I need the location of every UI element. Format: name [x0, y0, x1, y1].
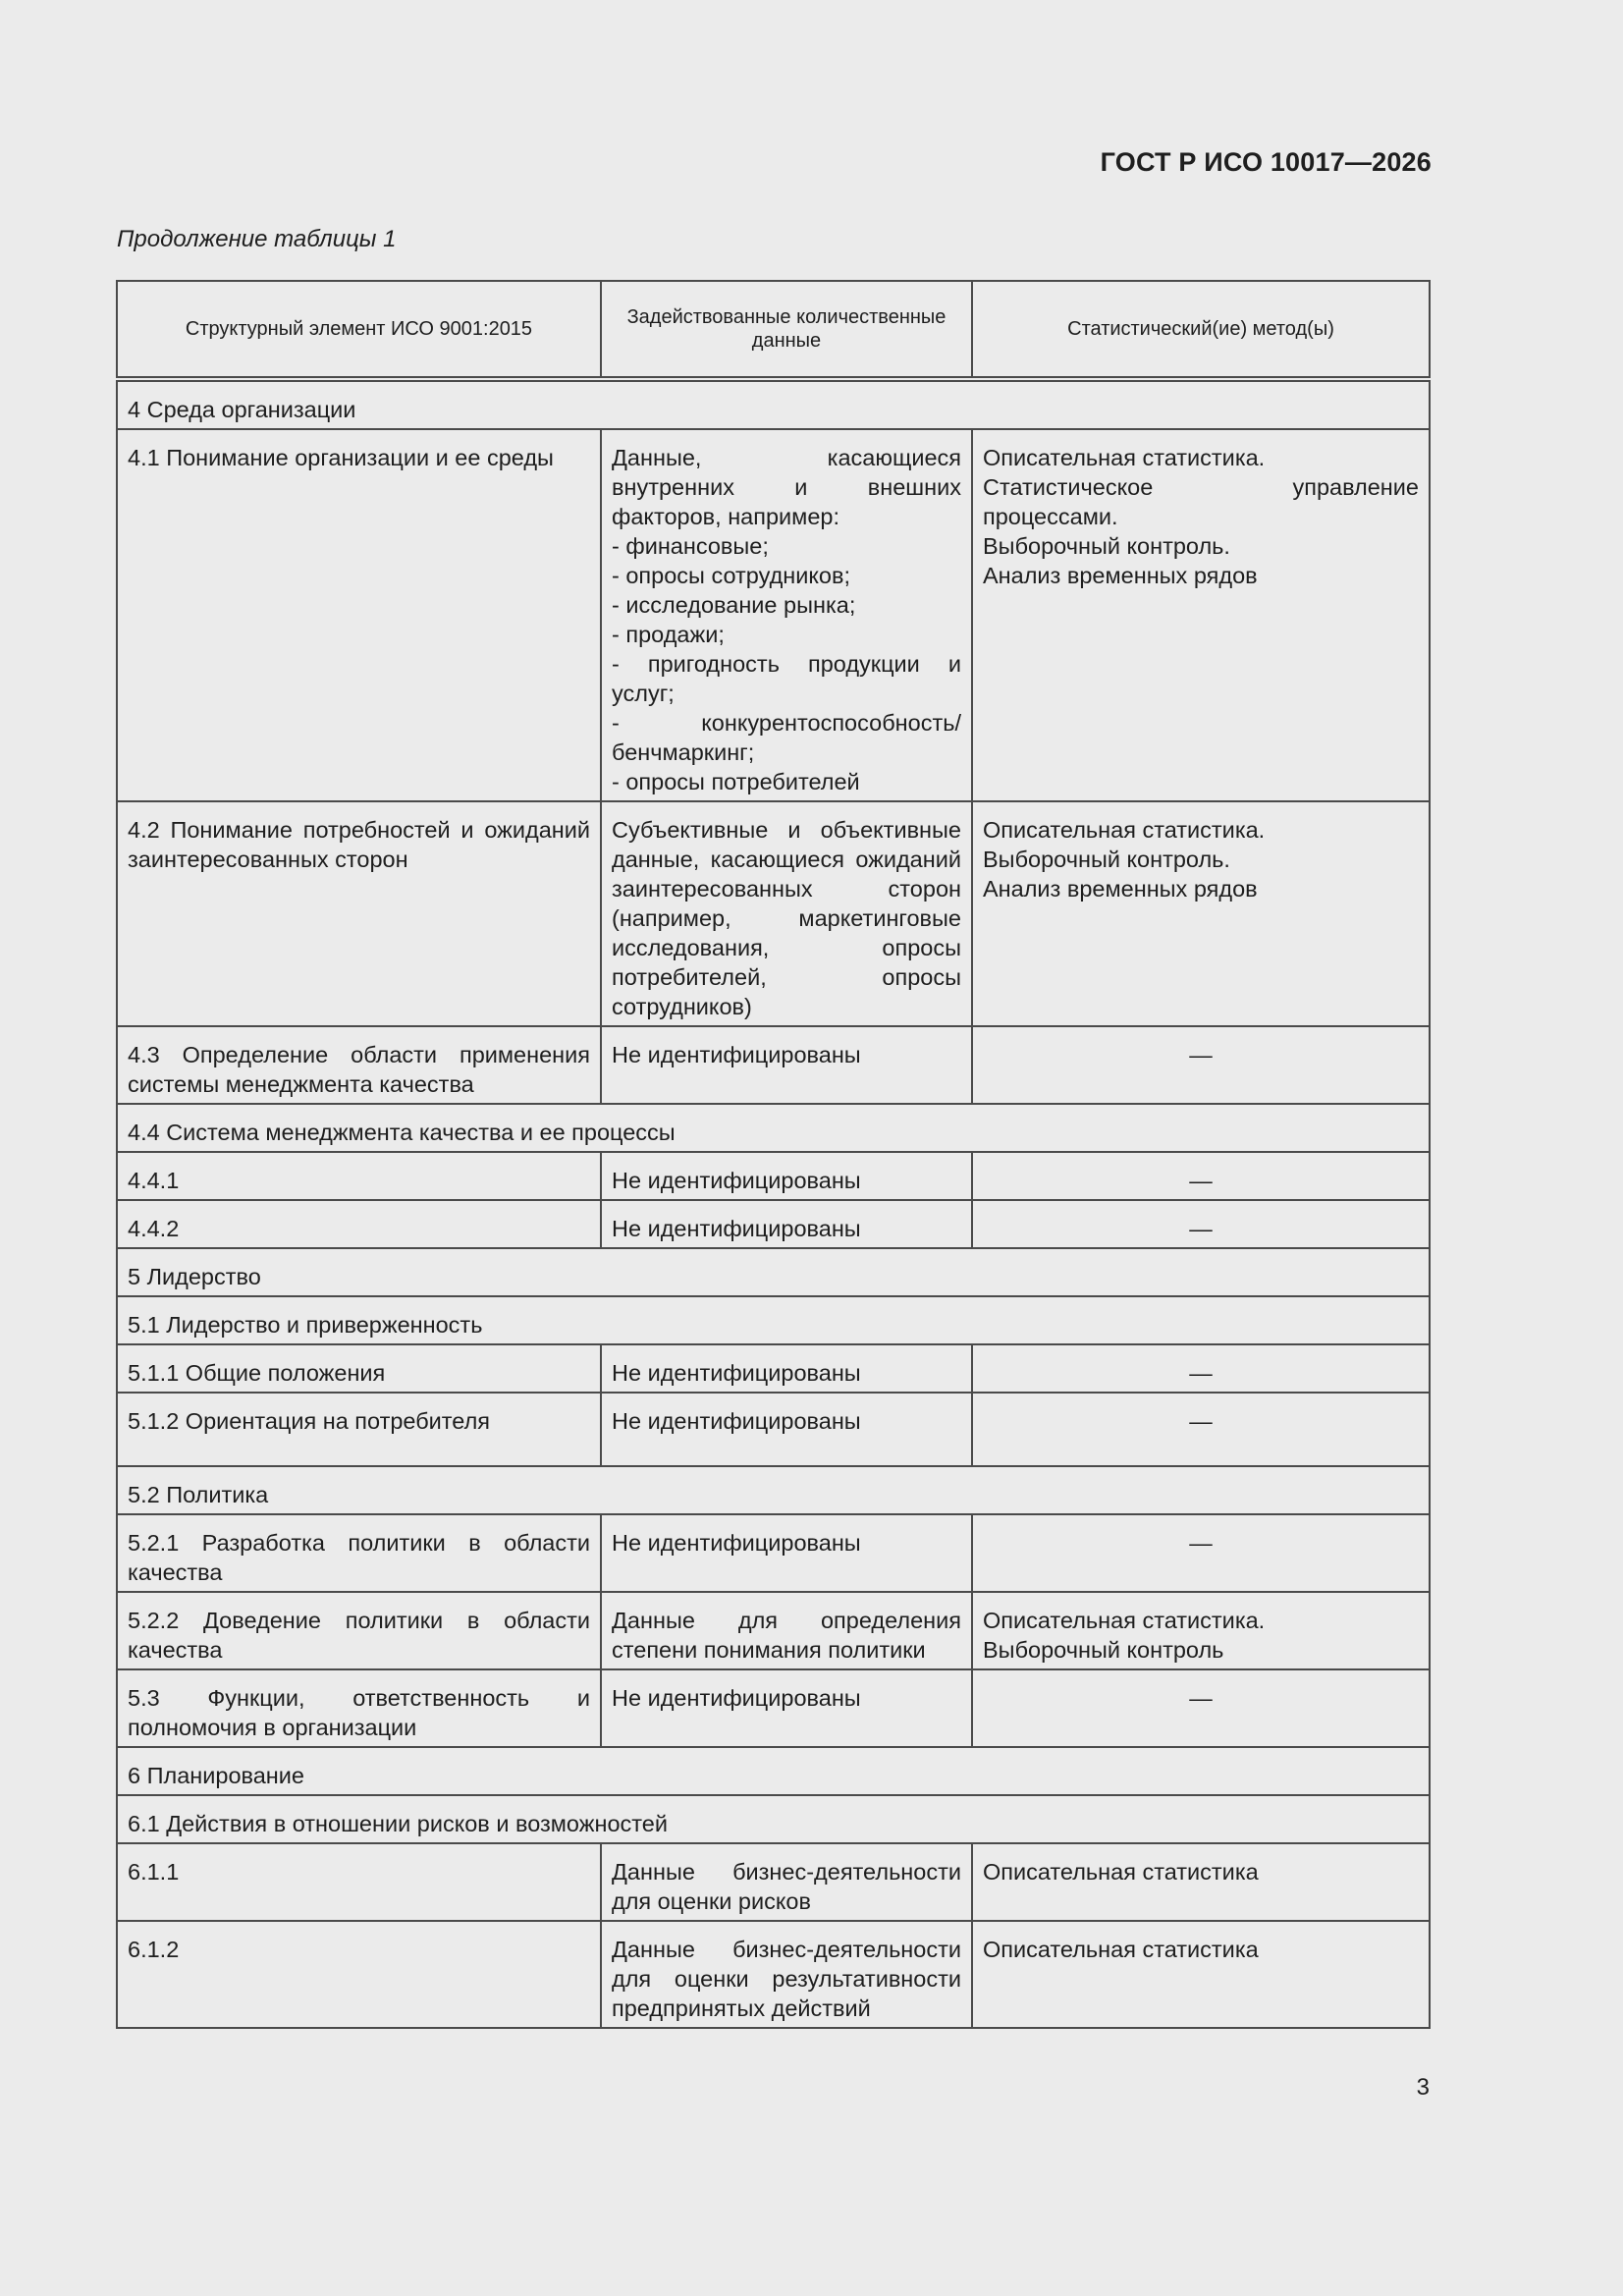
- table-section-row: [117, 1248, 1430, 1296]
- table-row: [117, 429, 1430, 801]
- document-code: ГОСТ Р ИСО 10017—2026: [1100, 147, 1432, 177]
- element-cell: 4.3 Определение области применения системы менеджмента качества: [117, 1026, 601, 1104]
- method-cell: Описательная статистика: [972, 1843, 1430, 1921]
- data-cell: Не идентифицированы: [601, 1200, 972, 1248]
- data-cell: Данные бизнес-деятельности для оценки рисков: [601, 1843, 972, 1921]
- data-cell: Данные бизнес-деятельности для оценки результативности предпринятых действий: [601, 1921, 972, 2028]
- table-row: [117, 1026, 1430, 1104]
- element-cell: 5.2.2 Доведение политики в области качества: [117, 1592, 601, 1669]
- table-row: [117, 1843, 1430, 1921]
- method-cell: Описательная статистика. Статистическое управление процессами. Выборочный контроль. Анализ временных рядов: [972, 429, 1430, 801]
- element-cell: 5.1.2 Ориентация на потребителя: [117, 1393, 601, 1466]
- method-cell: Описательная статистика. Выборочный контроль: [972, 1592, 1430, 1669]
- element-cell: 6.1.2: [117, 1921, 601, 2028]
- section-title: 6.1 Действия в отношении рисков и возможностей: [117, 1795, 1430, 1843]
- method-cell: —: [972, 1514, 1430, 1592]
- table-section-row: [117, 1747, 1430, 1795]
- table-row: [117, 1344, 1430, 1393]
- column-header-methods: Статистический(ие) метод(ы): [972, 281, 1430, 379]
- element-cell: 6.1.1: [117, 1843, 601, 1921]
- column-header-element: Структурный элемент ИСО 9001:2015: [117, 281, 601, 379]
- data-cell: Не идентифицированы: [601, 1514, 972, 1592]
- section-title: 4 Среда организации: [117, 379, 1430, 429]
- method-cell: —: [972, 1344, 1430, 1393]
- table-row: [117, 1514, 1430, 1592]
- method-cell: —: [972, 1152, 1430, 1200]
- element-cell: 4.1 Понимание организации и ее среды: [117, 429, 601, 801]
- data-cell: Не идентифицированы: [601, 1344, 972, 1393]
- element-cell: 4.2 Понимание потребностей и ожиданий заинтересованных сторон: [117, 801, 601, 1026]
- page-number: 3: [1416, 2074, 1430, 2101]
- requirements-table: [116, 280, 1431, 2029]
- method-cell: Описательная статистика. Выборочный контроль. Анализ временных рядов: [972, 801, 1430, 1026]
- method-cell: Описательная статистика: [972, 1921, 1430, 2028]
- data-cell: Не идентифицированы: [601, 1669, 972, 1747]
- data-cell: Данные для определения степени понимания политики: [601, 1592, 972, 1669]
- table-section-row: [117, 1296, 1430, 1344]
- data-cell: Данные, касающиеся внутренних и внешних факторов, например: - финансовые; - опросы сотрудников; - исследование рынка; - продажи; - пригодность продукции и услуг; - конкурентоспособность/ бенчмаркинг; - опросы потребителей: [601, 429, 972, 801]
- table-row: [117, 1152, 1430, 1200]
- data-cell: Не идентифицированы: [601, 1393, 972, 1466]
- section-title: 6 Планирование: [117, 1747, 1430, 1795]
- method-cell: —: [972, 1200, 1430, 1248]
- method-cell: —: [972, 1026, 1430, 1104]
- table-row: [117, 801, 1430, 1026]
- element-cell: 5.1.1 Общие положения: [117, 1344, 601, 1393]
- table-section-row: [117, 1795, 1430, 1843]
- section-title: 5.1 Лидерство и приверженность: [117, 1296, 1430, 1344]
- data-cell: Не идентифицированы: [601, 1026, 972, 1104]
- section-title: 5.2 Политика: [117, 1466, 1430, 1514]
- table-caption: Продолжение таблицы 1: [117, 226, 397, 252]
- table-section-row: [117, 1466, 1430, 1514]
- table-header-row: [117, 281, 1430, 379]
- table-row: [117, 1200, 1430, 1248]
- element-cell: 4.4.2: [117, 1200, 601, 1248]
- section-title: 5 Лидерство: [117, 1248, 1430, 1296]
- table-section-row: [117, 379, 1430, 429]
- column-header-data: Задействованные количественные данные: [601, 281, 972, 379]
- element-cell: 5.3 Функции, ответственность и полномочия в организации: [117, 1669, 601, 1747]
- table-row: [117, 1669, 1430, 1747]
- element-cell: 5.2.1 Разработка политики в области качества: [117, 1514, 601, 1592]
- table-row: [117, 1592, 1430, 1669]
- method-cell: —: [972, 1393, 1430, 1466]
- table-row: [117, 1921, 1430, 2028]
- method-cell: —: [972, 1669, 1430, 1747]
- data-cell: Субъективные и объективные данные, касающиеся ожиданий заинтересованных сторон (например, маркетинговые исследования, опросы потребителей, опросы сотрудников): [601, 801, 972, 1026]
- element-cell: 4.4.1: [117, 1152, 601, 1200]
- data-cell: Не идентифицированы: [601, 1152, 972, 1200]
- section-title: 4.4 Система менеджмента качества и ее процессы: [117, 1104, 1430, 1152]
- table-section-row: [117, 1104, 1430, 1152]
- table-row: [117, 1393, 1430, 1466]
